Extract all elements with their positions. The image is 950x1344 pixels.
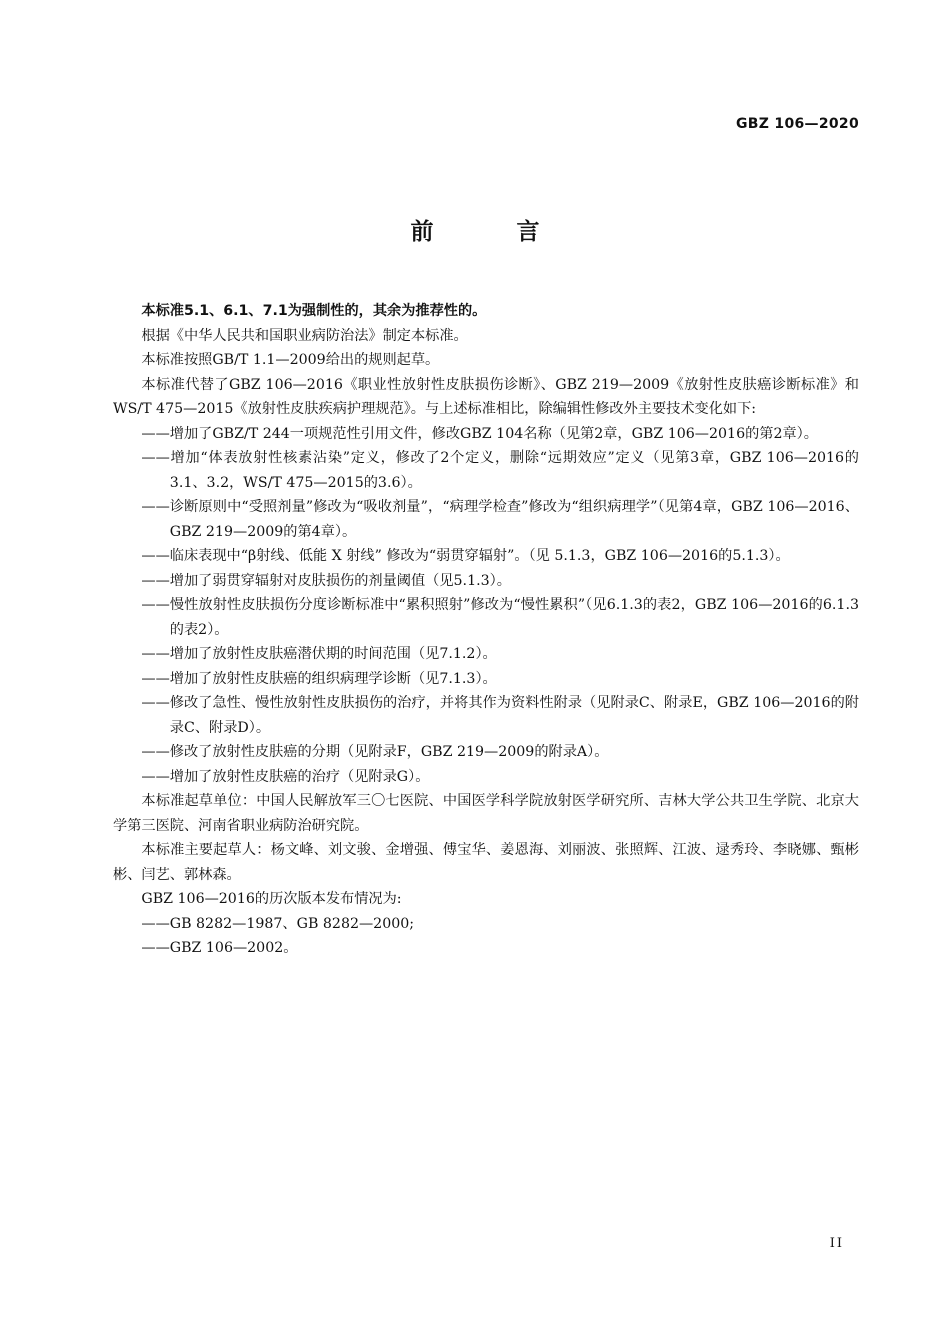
change-item: ——修改了放射性皮肤癌的分期（见附录F，GBZ 219—2009的附录A）。 [141, 744, 609, 760]
history-list [113, 912, 859, 961]
change-item: ——增加了放射性皮肤癌潜伏期的时间范围（见7.1.2）。 [141, 646, 497, 662]
history-intro-paragraph: GBZ 106—2016的历次版本发布情况为: [141, 891, 402, 907]
standard-code: GBZ 106—2020 [736, 116, 859, 132]
drafters-paragraph: 本标准主要起草人：杨文峰、刘文骏、金增强、傅宝华、姜恩海、刘丽波、张照辉、江波、逯秀玲、李晓娜、甄彬彬、闫艺、郭林森。 [113, 842, 859, 883]
change-item: ——诊断原则中“受照剂量”修改为“吸收剂量”，“病理学检查”修改为“组织病理学”（见第4章，GBZ 106—2016、GBZ 219—2009的第4章）。 [141, 499, 859, 540]
change-item: ——慢性放射性皮肤损伤分度诊断标准中“累积照射”修改为“慢性累积”（见6.1.3的表2，GBZ 106—2016的6.1.3的表2）。 [141, 597, 859, 638]
change-item: ——增加了放射性皮肤癌的组织病理学诊断（见7.1.3）。 [141, 670, 497, 687]
mandatory-clause-paragraph: 本标准5.1、6.1、7.1为强制性的，其余为推荐性的。 [141, 303, 487, 319]
change-item: ——增加了弱贯穿辐射对皮肤损伤的剂量阈值（见5.1.3）。 [141, 572, 511, 589]
change-item: ——修改了急性、慢性放射性皮肤损伤的治疗，并将其作为资料性附录（见附录C、附录E，GBZ 106—2016的附录C、附录D）。 [141, 695, 859, 736]
legal-basis-paragraph: 根据《中华人民共和国职业病防治法》制定本标准。 [141, 327, 468, 344]
page-title: 前 言 [410, 219, 570, 245]
drafting-rules-paragraph: 本标准按照GB/T 1.1—2009给出的规则起草。 [141, 352, 440, 368]
history-item: ——GB 8282—1987、GB 8282—2000; [141, 915, 415, 932]
drafting-units-paragraph: 本标准起草单位：中国人民解放军三〇七医院、中国医学科学院放射医学研究所、吉林大学公共卫生学院、北京大学第三医院、河南省职业病防治研究院。 [113, 793, 859, 834]
change-item: ——增加了放射性皮肤癌的治疗（见附录G）。 [141, 768, 430, 785]
history-item: ——GBZ 106—2002。 [141, 940, 298, 956]
changes-list [113, 422, 859, 790]
replacement-paragraph: 本标准代替了GBZ 106—2016《职业性放射性皮肤损伤诊断》、GBZ 219—2009《放射性皮肤癌诊断标准》和WS/T 475—2015《放射性皮肤疾病护理规范》。与上述标准相比，除编辑性修改外主要技术变化如下: [113, 376, 859, 417]
change-item: ——增加“体表放射性核素沾染”定义，修改了2个定义，删除“远期效应”定义（见第3章，GBZ 106—2016的3.1、3.2，WS/T 475—2015的3.6）。 [141, 450, 859, 491]
page-number: II [829, 1236, 844, 1251]
change-item: ——增加了GBZ/T 244一项规范性引用文件，修改GBZ 104名称（见第2章，GBZ 106—2016的第2章）。 [141, 425, 818, 442]
change-item: ——临床表现中“β射线、低能 X 射线” 修改为“弱贯穿辐射”。（见 5.1.3，GBZ 106—2016的5.1.3）。 [141, 548, 790, 564]
document-body [113, 299, 859, 961]
